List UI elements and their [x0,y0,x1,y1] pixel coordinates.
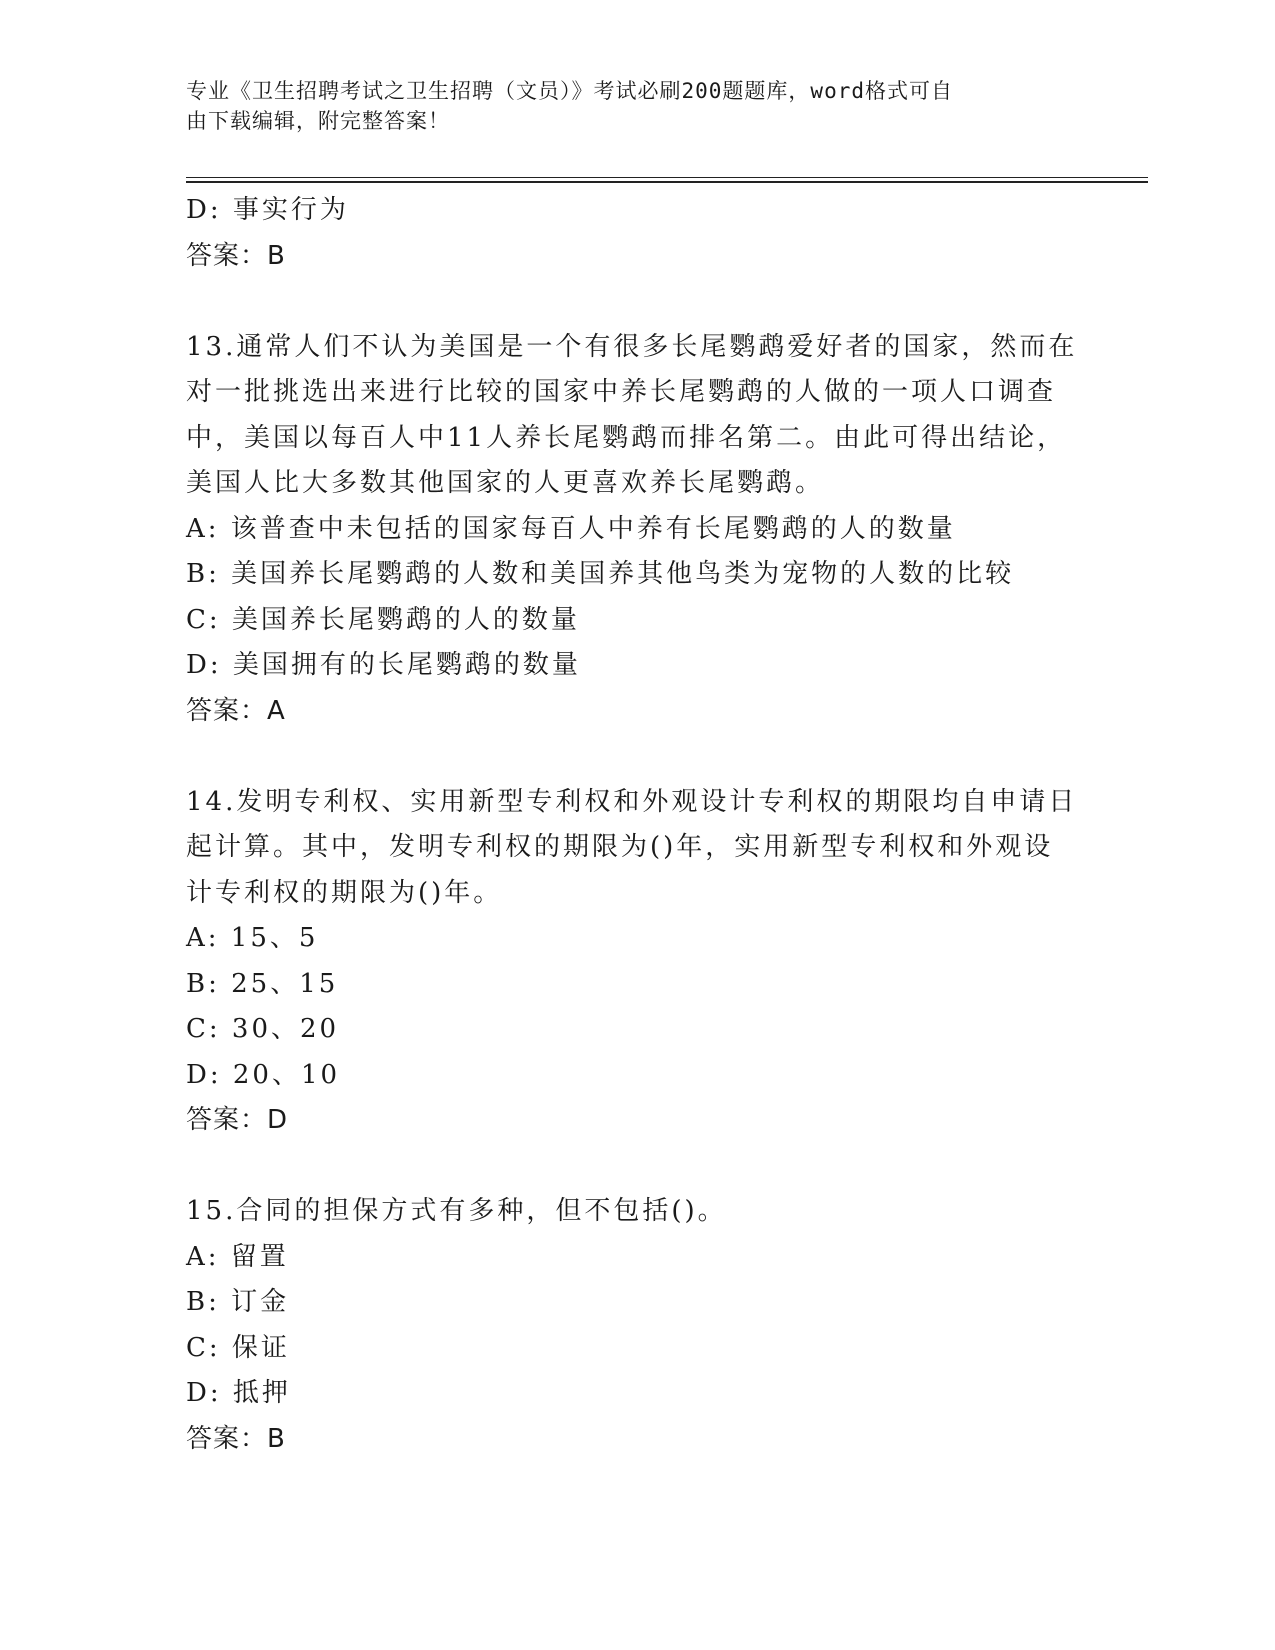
option-a: A: 15、5 [186,923,319,953]
question-stem-line: 13.通常人们不认为美国是一个有很多长尾鹦鹉爱好者的国家，然而在 [186,331,1078,362]
question-stem-line: 14.发明专利权、实用新型专利权和外观设计专利权的期限均自申请日 [186,786,1078,817]
header-divider-thick [186,181,1148,183]
document-header [186,76,1066,136]
answer-line: 答案：B [186,240,286,271]
header-line-2: 由下载编辑，附完整答案！ [186,109,450,133]
option-c: C: 保证 [186,1332,290,1363]
spacer [186,734,1086,780]
question-stem-line: 中，美国以每百人中11人养长尾鹦鹉而排名第二。由此可得出结论， [186,422,1067,453]
question-stem-line: 起计算。其中，发明专利权的期限为()年，实用新型专利权和外观设 [186,832,1054,862]
spacer [186,279,1086,325]
option-b: B: 美国养长尾鹦鹉的人数和美国养其他鸟类为宠物的人数的比较 [186,559,1015,589]
question-stem-line: 对一批挑选出来进行比较的国家中养长尾鹦鹉的人做的一项人口调查 [186,377,1057,407]
option-a: A: 留置 [186,1241,289,1272]
question-stem-line: 美国人比大多数其他国家的人更喜欢养长尾鹦鹉。 [186,468,825,498]
header-divider-thin [186,177,1148,178]
option-b: B: 订金 [186,1287,290,1317]
question-14 [186,780,1086,1144]
answer-line: 答案：D [186,1105,289,1135]
question-stem-line: 15.合同的担保方式有多种，但不包括()。 [186,1196,727,1226]
option-d: D: 美国拥有的长尾鹦鹉的数量 [186,650,581,680]
header-line-1: 专业《卫生招聘考试之卫生招聘（文员）》考试必刷200题题库，word格式可自 [186,79,953,103]
question-13 [186,325,1086,735]
option-d: D: 事实行为 [186,195,349,225]
question-stem-line: 计专利权的期限为()年。 [186,877,503,908]
option-a: A: 该普查中未包括的国家每百人中养有长尾鹦鹉的人的数量 [186,513,956,544]
option-d: D: 20、10 [186,1059,341,1090]
option-c: C: 美国养长尾鹦鹉的人的数量 [186,604,580,635]
option-d: D: 抵押 [186,1378,291,1408]
option-b: B: 25、15 [186,968,339,999]
question-15 [186,1189,1086,1462]
spacer [186,1144,1086,1190]
answer-line: 答案：A [186,695,286,726]
answer-line: 答案：B [186,1423,286,1454]
option-c: C: 30、20 [186,1014,340,1044]
question-content [186,188,1086,1462]
